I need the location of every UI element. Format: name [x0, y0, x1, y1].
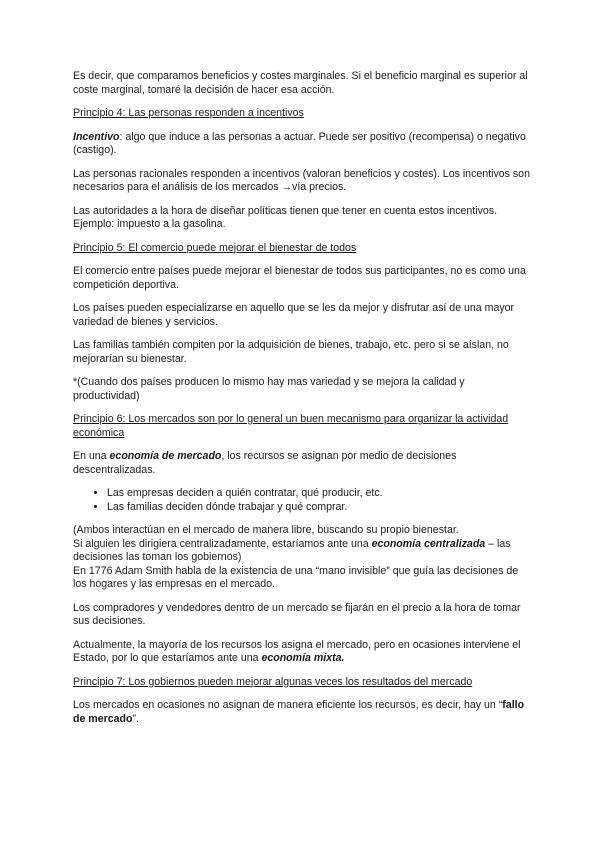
text-span: Actualmente, la mayoría de los recursos los asigna el mercado, pero en ocasiones interviene el Estado, por lo que estaríamos ante una	[73, 638, 521, 664]
text-span: En 1776 Adam Smith habla de la existencia de una “mano invisible” que guía las decisiones de los hogares y las empresas en el mercado.	[73, 564, 519, 590]
text-span: , los recursos se asignan por medio de decisiones descentralizadas.	[73, 450, 457, 476]
paragraph-compradores: Los compradores y vendedores dentro de un mercado se fijarán en el precio a la hora de tomar sus decisiones.	[73, 601, 521, 627]
text-span: – las decisiones las toman los gobiernos)	[73, 537, 511, 563]
paragraph-incentivo	[73, 131, 533, 158]
heading-principio-4: Principio 4: Las personas responden a incentivos	[73, 107, 304, 119]
text-span: Si alguien les dirigiera centralizadamente, estaríamos ante una	[73, 537, 372, 550]
text-span: ”.	[132, 712, 139, 725]
text-span: En una	[73, 450, 110, 462]
term-incentivo: Incentivo	[73, 130, 120, 143]
paragraph-fallo-mercado	[73, 699, 533, 726]
bullet-list	[73, 487, 533, 514]
term-economia-de-mercado: economía de mercado	[109, 450, 222, 462]
paragraph-personas-racionales: Las personas racionales responden a incentivos (valoran beneficios y costes). Los incentivos son necesarios para el análisis de los mercados →vía precios.	[73, 167, 530, 193]
heading-principio-5: Principio 5: El comercio puede mejorar el bienestar de todos	[73, 241, 357, 254]
list-item: • Las familias deciden dónde trabajar y qué comprar.	[107, 501, 533, 515]
paragraph-interaccion	[73, 524, 533, 592]
text-span: (Ambos interactúan en el mercado de manera libre, buscando su propio bienestar.	[73, 524, 459, 536]
heading-principio-6: Principio 6: Los mercados son por lo general un buen mecanismo para organizar la actividad económica	[73, 413, 509, 439]
term-economia-centralizada: economía centralizada	[371, 537, 486, 550]
text-span: Los mercados en ocasiones no asignan de manera eficiente los recursos, es decir, hay un “	[73, 699, 503, 711]
paragraph-economia-mixta	[73, 639, 533, 666]
paragraph-especializarse: Los países pueden especializarse en aquello que se les da mejor y disfrutar así de una mayor variedad de bienes y servicios.	[73, 302, 515, 328]
document-body	[73, 70, 533, 736]
list-item: • Las empresas deciden a quién contratar, qué producir, etc.	[107, 487, 533, 501]
term-economia-mixta: economía mixta.	[261, 652, 345, 664]
paragraph-autoridades: Las autoridades a la hora de diseñar políticas tienen que tener en cuenta estos incentivos. Ejemplo: impuesto a la gasolina.	[73, 204, 498, 230]
paragraph-comercio: El comercio entre países puede mejorar el bienestar de todos sus participantes, no es como una competición deportiva.	[73, 265, 526, 291]
heading-principio-7: Principio 7: Los gobiernos pueden mejorar algunas veces los resultados del mercado	[73, 675, 473, 688]
incentivo-definition: : algo que induce a las personas a actuar. Puede ser positivo (recompensa) o negativo (castigo).	[73, 130, 526, 156]
paragraph-economia-mercado	[73, 450, 533, 477]
paragraph-familias: Las familias también compiten por la adquisición de bienes, trabajo, etc. pero si se aíslan, no mejorarían su bienestar.	[73, 339, 509, 365]
paragraph-nota: *(Cuando dos países producen lo mismo hay mas variedad y se mejora la calidad y productividad)	[73, 376, 465, 402]
paragraph-marginal: Es decir, que comparamos beneficios y costes marginales. Si el beneficio marginal es superior al coste marginal, tomaré la decisión de hacer esa acción.	[73, 70, 528, 96]
term-fallo-de-mercado: fallo de mercado	[73, 699, 525, 725]
